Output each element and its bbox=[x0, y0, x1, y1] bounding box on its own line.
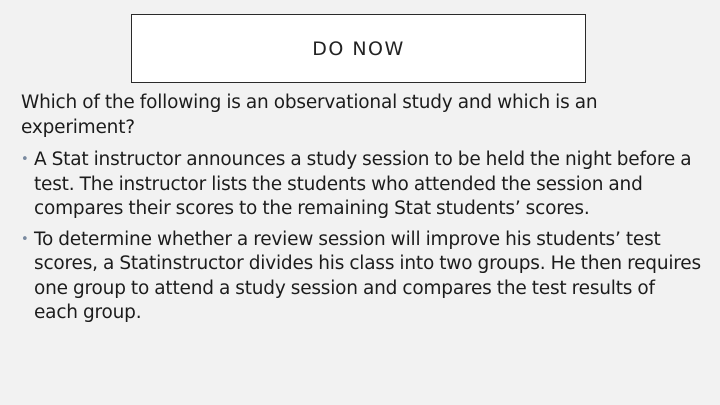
bullet-text: A Stat instructor announces a study session to be held the night before a test. The instructor lists the students who attended the session and compares their scores to the remaining Stat students’ scores. bbox=[34, 149, 692, 219]
bullet-icon: • bbox=[21, 231, 29, 247]
bullet-text: To determine whether a review session will improve his students’ test scores, a Statinstructor divides his class into two groups. He then requires one group to attend a study session and compares the test results of each group. bbox=[34, 228, 701, 323]
bullet-item bbox=[21, 148, 701, 222]
title-box bbox=[131, 14, 586, 83]
bullet-icon: • bbox=[21, 152, 29, 167]
bullet-list bbox=[21, 148, 701, 326]
slide-title: DO NOW bbox=[312, 37, 405, 60]
intro-text: Which of the following is an observational study and which is an experiment? bbox=[21, 92, 598, 138]
slide-content bbox=[21, 91, 701, 332]
bullet-item bbox=[21, 228, 701, 326]
